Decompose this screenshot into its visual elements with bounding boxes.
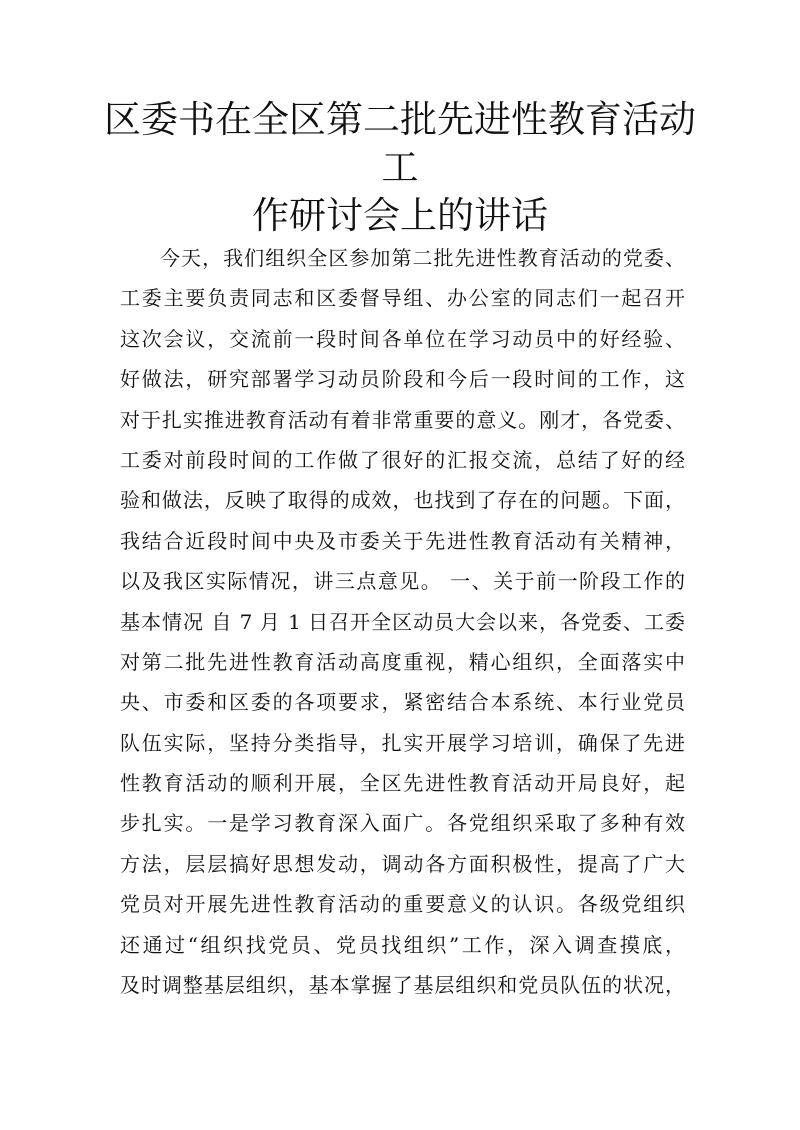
body-line: 对于扎实推进教育活动有着非常重要的意义。刚才，各党委、 xyxy=(120,407,685,432)
body-line: 方法，层层搞好思想发动，调动各方面积极性，提高了广大 xyxy=(120,851,685,876)
body-line: 以及我区实际情况，讲三点意见。 一、关于前一阶段工作的 xyxy=(120,569,685,594)
body-line: 党员对开展先进性教育活动的重要意义的认识。各级党组织 xyxy=(120,892,685,917)
body-line: 今天，我们组织全区参加第二批先进性教育活动的党委、 xyxy=(160,246,685,270)
title-line: 作研讨会上的讲话 xyxy=(252,194,548,237)
body-line: 及时调整基层组织，基本掌握了基层组织和党员队伍的状况， xyxy=(120,973,685,998)
body-line: 还通过“组织找党员、党员找组织”工作，深入调查摸底， xyxy=(120,932,685,957)
body-line: 工委主要负责同志和区委督导组、办公室的同志们一起召开 xyxy=(120,286,685,311)
body-line: 工委对前段时间的工作做了很好的汇报交流，总结了好的经 xyxy=(120,447,685,472)
body-line: 队伍实际，坚持分类指导，扎实开展学习培训，确保了先进 xyxy=(120,730,685,755)
body-line: 基本情况 自 7 月 1 日召开全区动员大会以来，各党委、工委 xyxy=(120,609,685,634)
body-line: 性教育活动的顺利开展，全区先进性教育活动开局良好，起 xyxy=(120,771,685,796)
body-line: 好做法，研究部署学习动员阶段和今后一段时间的工作，这 xyxy=(120,367,685,392)
document-title xyxy=(100,96,700,240)
body-line: 步扎实。一是学习教育深入面广。各党组织采取了多种有效 xyxy=(120,811,685,836)
body-line: 这次会议，交流前一段时间各单位在学习动员中的好经验、 xyxy=(120,326,685,351)
body-line: 我结合近段时间中央及市委关于先进性教育活动有关精神， xyxy=(120,528,685,553)
body-line: 验和做法，反映了取得的成效，也找到了存在的问题。下面， xyxy=(120,488,685,513)
body-line: 央、市委和区委的各项要求，紧密结合本系统、本行业党员 xyxy=(120,690,685,715)
body-line: 对第二批先进性教育活动高度重视，精心组织，全面落实中 xyxy=(120,649,685,674)
title-line: 区委书在全区第二批先进性教育活动工 xyxy=(104,98,696,189)
document-body xyxy=(120,238,685,1005)
